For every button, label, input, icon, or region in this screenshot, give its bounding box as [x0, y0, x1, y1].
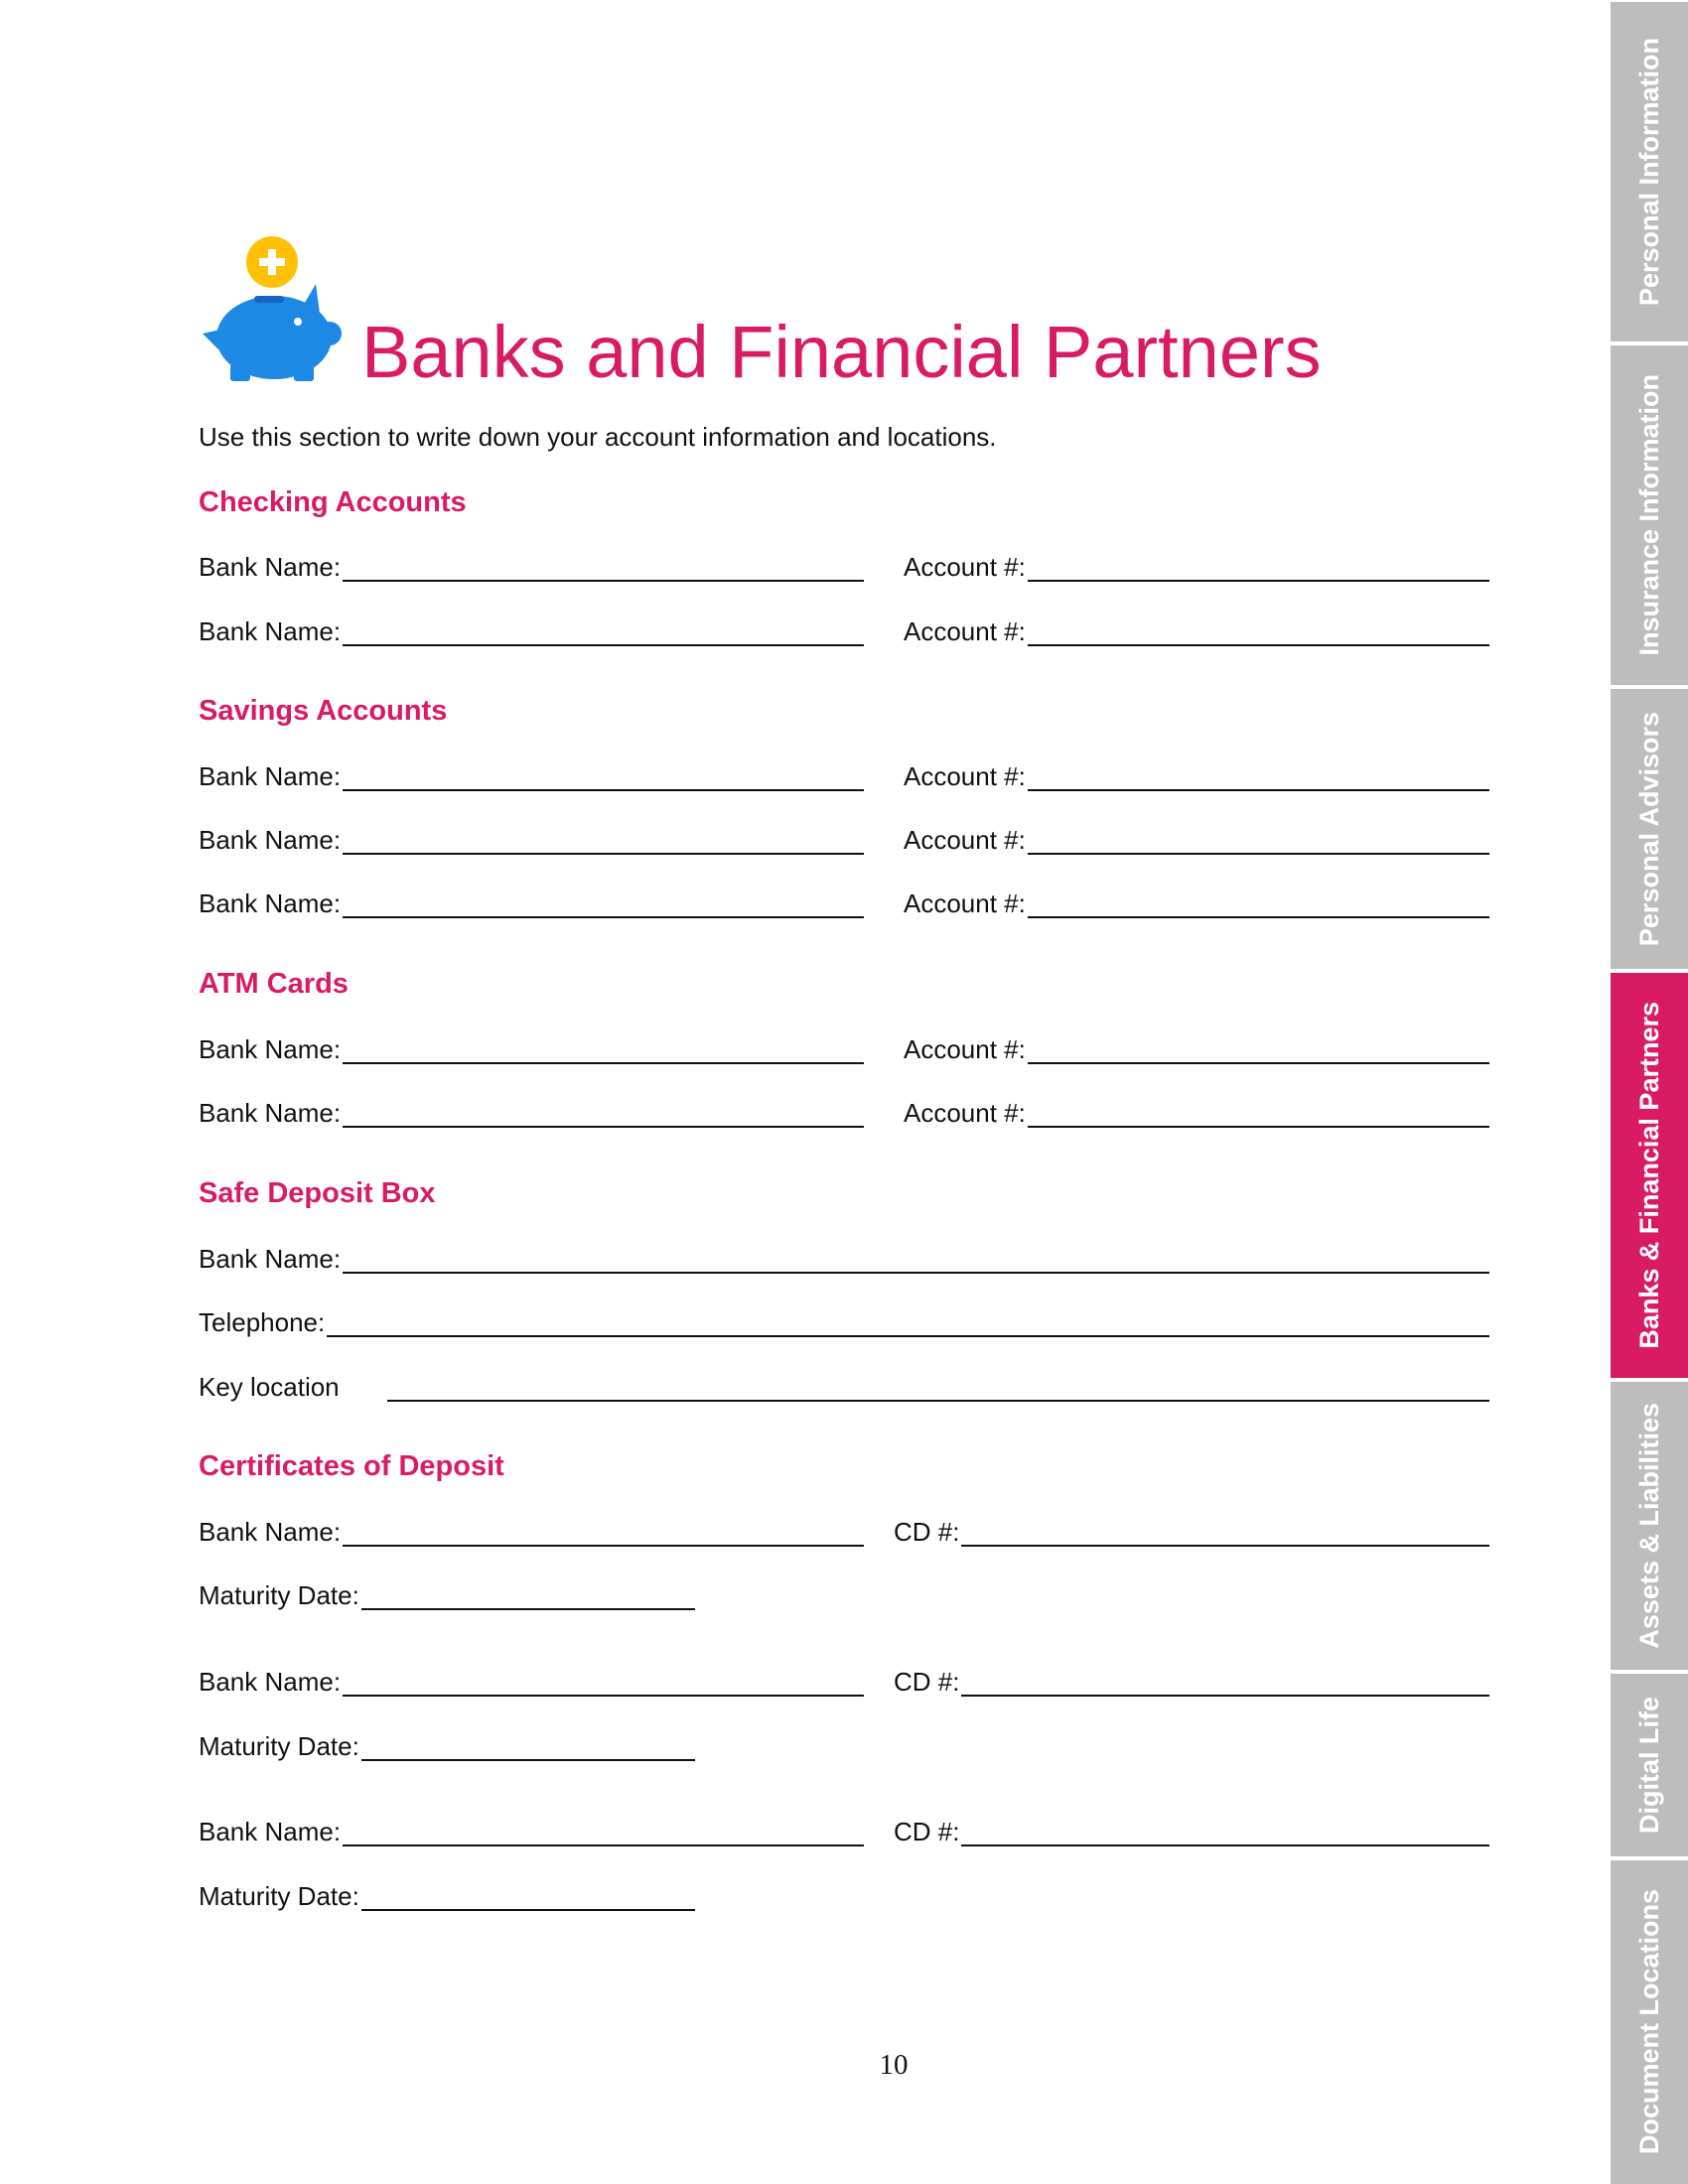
atm-account-number-1[interactable]	[904, 1030, 1489, 1064]
checking-bank-name-2[interactable]	[199, 613, 864, 646]
field-label: Bank Name:	[199, 1244, 342, 1274]
savings-bank-name-1[interactable]	[199, 757, 864, 791]
savings-account-number-2[interactable]	[904, 821, 1489, 855]
fill-in-line[interactable]	[1028, 759, 1489, 791]
fill-in-line[interactable]	[343, 1815, 864, 1846]
savings-account-number-1[interactable]	[904, 757, 1489, 791]
field-label: CD #:	[894, 1517, 960, 1547]
fill-in-line[interactable]	[1028, 1032, 1489, 1064]
fill-in-line[interactable]	[1028, 1096, 1489, 1128]
savings-bank-name-2[interactable]	[199, 821, 864, 855]
cd-number-2[interactable]	[894, 1663, 1489, 1697]
fill-in-line[interactable]	[343, 823, 864, 855]
savings-account-number-3[interactable]	[904, 885, 1489, 918]
field-label: Bank Name:	[199, 1517, 342, 1547]
cd-maturity-date-1[interactable]	[199, 1576, 695, 1610]
piggy-bank-icon	[199, 234, 342, 381]
fill-in-line[interactable]	[327, 1305, 1489, 1337]
side-tab-personal-information[interactable]	[1611, 2, 1688, 341]
fill-in-line[interactable]	[343, 887, 864, 918]
cd-bank-name-3[interactable]	[199, 1813, 864, 1846]
checking-account-number-1[interactable]	[904, 548, 1489, 582]
fill-in-line[interactable]	[343, 1665, 864, 1697]
side-tab-label: Assets & Liabilities	[1634, 1403, 1664, 1649]
page-number: 10	[879, 2049, 909, 2081]
atm-bank-name-1[interactable]	[199, 1030, 864, 1064]
section-heading-atm: ATM Cards	[199, 968, 349, 1000]
section-heading-savings: Savings Accounts	[199, 695, 448, 727]
field-label: Bank Name:	[199, 888, 342, 918]
cd-number-1[interactable]	[894, 1513, 1489, 1547]
side-tab-label: Personal Information	[1634, 37, 1664, 307]
fill-in-line[interactable]	[961, 1815, 1489, 1846]
side-tab-digital-life[interactable]	[1611, 1674, 1688, 1856]
field-label: Bank Name:	[199, 1034, 342, 1064]
field-label: Bank Name:	[199, 1667, 342, 1697]
fill-in-line[interactable]	[1028, 550, 1489, 582]
section-side-tabs	[1611, 0, 1688, 2184]
field-label: Bank Name:	[199, 1098, 342, 1128]
field-label: Telephone:	[199, 1307, 326, 1337]
savings-bank-name-3[interactable]	[199, 885, 864, 918]
atm-account-number-2[interactable]	[904, 1094, 1489, 1128]
side-tab-assets-liabilities[interactable]	[1611, 1382, 1688, 1670]
section-heading-safe-deposit: Safe Deposit Box	[199, 1177, 436, 1209]
side-tab-document-locations[interactable]	[1611, 1860, 1688, 2184]
fill-in-line[interactable]	[361, 1729, 695, 1761]
fill-in-line[interactable]	[361, 1879, 695, 1911]
atm-bank-name-2[interactable]	[199, 1094, 864, 1128]
field-label: CD #:	[894, 1817, 960, 1846]
fill-in-line[interactable]	[1028, 823, 1489, 855]
field-label: Account #:	[904, 761, 1026, 791]
fill-in-line[interactable]	[387, 1370, 1489, 1402]
checking-account-number-2[interactable]	[904, 613, 1489, 646]
fill-in-line[interactable]	[343, 1515, 864, 1547]
side-tab-label: Digital Life	[1634, 1696, 1664, 1834]
side-tab-personal-advisors[interactable]	[1611, 689, 1688, 969]
fill-in-line[interactable]	[343, 614, 864, 646]
safe-deposit-bank-name[interactable]	[199, 1240, 1489, 1274]
cd-bank-name-2[interactable]	[199, 1663, 864, 1697]
field-label: Account #:	[904, 616, 1026, 646]
field-label: Account #:	[904, 552, 1026, 582]
side-tab-label: Banks & Financial Partners	[1634, 1002, 1664, 1349]
field-label: Bank Name:	[199, 1817, 342, 1846]
field-label: Maturity Date:	[199, 1881, 359, 1911]
cd-maturity-date-2[interactable]	[199, 1727, 695, 1761]
safe-deposit-key-location[interactable]	[199, 1368, 1489, 1402]
fill-in-line[interactable]	[961, 1665, 1489, 1697]
side-tab-label: Insurance Information	[1634, 374, 1664, 656]
cd-number-3[interactable]	[894, 1813, 1489, 1846]
fill-in-line[interactable]	[343, 1242, 1489, 1274]
field-label: Bank Name:	[199, 825, 342, 855]
safe-deposit-telephone[interactable]	[199, 1303, 1489, 1337]
fill-in-line[interactable]	[343, 1032, 864, 1064]
fill-in-line[interactable]	[343, 1096, 864, 1128]
field-label: Bank Name:	[199, 552, 342, 582]
field-label: Account #:	[904, 1098, 1026, 1128]
section-heading-checking: Checking Accounts	[199, 486, 467, 518]
intro-text: Use this section to write down your account information and locations.	[199, 422, 997, 452]
field-label: Account #:	[904, 825, 1026, 855]
fill-in-line[interactable]	[361, 1578, 695, 1610]
cd-bank-name-1[interactable]	[199, 1513, 864, 1547]
field-label: CD #:	[894, 1667, 960, 1697]
section-heading-cd: Certificates of Deposit	[199, 1450, 504, 1482]
field-label: Maturity Date:	[199, 1580, 359, 1610]
side-tab-banks-financial-partners[interactable]	[1611, 973, 1688, 1378]
field-label: Account #:	[904, 1034, 1026, 1064]
field-label: Key location	[199, 1372, 340, 1402]
fill-in-line[interactable]	[343, 759, 864, 791]
field-label: Bank Name:	[199, 616, 342, 646]
field-label: Account #:	[904, 888, 1026, 918]
side-tab-label: Document Locations	[1634, 1889, 1664, 2155]
cd-maturity-date-3[interactable]	[199, 1877, 695, 1911]
checking-bank-name-1[interactable]	[199, 548, 864, 582]
fill-in-line[interactable]	[1028, 614, 1489, 646]
fill-in-line[interactable]	[343, 550, 864, 582]
fill-in-line[interactable]	[961, 1515, 1489, 1547]
fill-in-line[interactable]	[1028, 887, 1489, 918]
field-label: Maturity Date:	[199, 1731, 359, 1761]
side-tab-label: Personal Advisors	[1634, 711, 1664, 947]
side-tab-insurance-information[interactable]	[1611, 345, 1688, 685]
page-title: Banks and Financial Partners	[361, 311, 1322, 393]
field-label: Bank Name:	[199, 761, 342, 791]
